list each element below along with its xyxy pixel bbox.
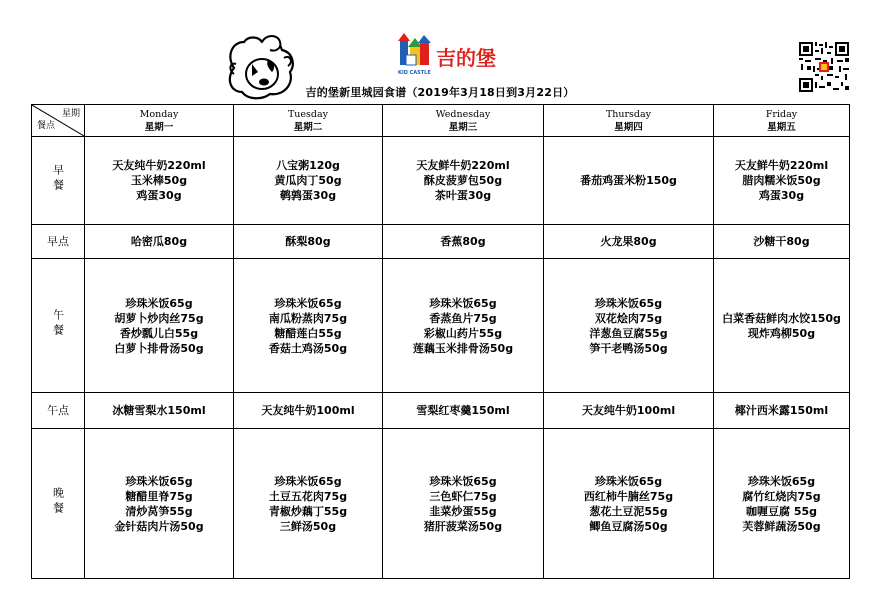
menu-item: 鹌鹑蛋30g — [279, 189, 337, 202]
meal-label-lunch — [32, 259, 85, 393]
menu-item: 鸡蛋30g — [136, 189, 182, 202]
meal-label-afternoon-snack: 午点 — [32, 393, 85, 429]
menu-item: 黄瓜肉丁50g — [274, 174, 342, 187]
menu-cell — [234, 137, 383, 225]
menu-item: 冰糖雪梨水150ml — [112, 404, 206, 417]
menu-item: 天友鲜牛奶220ml — [734, 159, 829, 172]
menu-item: 番茄鸡蛋米粉150g — [580, 174, 677, 187]
menu-item: 珍珠米饭65g — [125, 474, 193, 488]
meal-label-breakfast — [32, 137, 85, 225]
menu-item: 雪梨红枣羹150ml — [416, 404, 510, 417]
meal-label-dinner — [32, 429, 85, 579]
castle-icon — [392, 33, 504, 83]
menu-cell — [383, 393, 544, 429]
menu-item: 金针菇肉片汤50g — [114, 519, 204, 533]
menu-item: 香炒瓢儿白55g — [119, 326, 199, 340]
menu-item: 清炒莴笋55g — [125, 504, 193, 518]
menu-item: 沙糖干80g — [753, 235, 810, 248]
menu-item: 香菇土鸡汤50g — [268, 341, 348, 355]
meal-row-breakfast — [32, 137, 850, 225]
menu-cell — [544, 225, 714, 259]
day-header-wednesday: Wednesday 星期三 — [383, 105, 544, 137]
menu-cell — [714, 225, 850, 259]
menu-item: 洋葱鱼豆腐55g — [589, 326, 668, 340]
corner-day-label: 星期 — [61, 109, 80, 119]
menu-cell — [85, 429, 234, 579]
menu-cell — [544, 429, 714, 579]
menu-item: 葱花土豆泥55g — [589, 504, 668, 518]
corner-meal-label: 餐点 — [37, 121, 56, 131]
menu-item: 腊肉糯米饭50g — [742, 174, 821, 187]
page-title: 吉的堡新里城园食谱（2019年3月18日到3月22日） — [305, 86, 575, 99]
meal-label-text: 午餐 — [51, 308, 65, 339]
meal-row-lunch — [32, 259, 850, 393]
meal-label-text: 晚餐 — [51, 486, 65, 517]
menu-item: 八宝粥120g — [276, 159, 340, 172]
menu-item: 珍珠米饭65g — [429, 296, 497, 310]
menu-item: 玉米棒50g — [130, 174, 188, 187]
menu-cell — [714, 137, 850, 225]
meal-label-morning-snack: 早点 — [32, 225, 85, 259]
corner-cell — [32, 105, 85, 137]
menu-item: 三色虾仁75g — [429, 489, 497, 503]
menu-cell — [234, 225, 383, 259]
brand-logo — [392, 33, 504, 83]
menu-cell — [383, 259, 544, 393]
menu-item: 三鲜汤50g — [279, 519, 337, 533]
menu-item: 彩椒山药片55g — [423, 326, 503, 340]
menu-item: 哈密瓜80g — [130, 235, 188, 248]
meal-row-dinner — [32, 429, 850, 579]
menu-item: 青椒炒藕丁55g — [268, 504, 348, 518]
menu-cell — [544, 137, 714, 225]
menu-item: 珍珠米饭65g — [274, 474, 342, 488]
menu-item: 胡萝卜炒肉丝75g — [114, 311, 204, 325]
menu-item: 珍珠米饭65g — [594, 474, 663, 488]
menu-cell — [714, 393, 850, 429]
menu-item: 笋干老鸭汤50g — [589, 341, 668, 355]
meal-label-text: 早餐 — [51, 163, 65, 194]
meal-row-afternoon-snack — [32, 393, 850, 429]
menu-cell — [383, 225, 544, 259]
day-header-thursday: Thursday 星期四 — [544, 105, 714, 137]
menu-item: 猪肝菠菜汤50g — [423, 519, 503, 533]
menu-cell — [85, 259, 234, 393]
menu-item: 芙蓉鲜蔬汤50g — [742, 519, 821, 533]
menu-item: 白萝卜排骨汤50g — [114, 341, 204, 355]
menu-item: 天友鲜牛奶220ml — [416, 159, 510, 172]
menu-item: 香蒸鱼片75g — [429, 311, 497, 325]
menu-cell — [544, 259, 714, 393]
menu-item: 珍珠米饭65g — [429, 474, 497, 488]
menu-cell — [714, 429, 850, 579]
menu-item: 土豆五花肉75g — [268, 489, 348, 503]
svg-text:KID CASTLE: KID CASTLE — [398, 70, 431, 76]
menu-item: 腐竹红烧肉75g — [742, 489, 821, 503]
menu-item: 天友纯牛奶100ml — [581, 404, 676, 417]
menu-item: 白菜香菇鲜肉水饺150g — [722, 311, 841, 325]
menu-cell — [85, 225, 234, 259]
menu-item: 椰汁西米露150ml — [734, 404, 829, 417]
menu-table — [31, 104, 850, 579]
menu-cell — [714, 259, 850, 393]
menu-item: 西红柿牛腩丝75g — [583, 489, 674, 503]
menu-item: 韭菜炒蛋55g — [429, 504, 497, 518]
menu-item: 珍珠米饭65g — [274, 296, 342, 310]
menu-item: 香蕉80g — [440, 235, 486, 248]
menu-cell — [234, 393, 383, 429]
menu-cell — [85, 393, 234, 429]
svg-text:吉的堡: 吉的堡 — [436, 46, 496, 70]
menu-cell — [383, 429, 544, 579]
day-header-friday: Friday 星期五 — [714, 105, 850, 137]
menu-item: 双花烩肉75g — [594, 311, 663, 325]
meal-row-morning-snack — [32, 225, 850, 259]
menu-cell — [85, 137, 234, 225]
menu-item: 南瓜粉蒸肉75g — [268, 311, 348, 325]
day-header-monday: Monday 星期一 — [85, 105, 234, 137]
menu-item: 天友纯牛奶100ml — [261, 404, 355, 417]
menu-item: 鲫鱼豆腐汤50g — [589, 519, 668, 533]
menu-item: 现炸鸡柳50g — [747, 326, 816, 340]
menu-item: 酥梨80g — [285, 235, 331, 248]
header-row — [32, 105, 850, 137]
day-header-tuesday: Tuesday 星期二 — [234, 105, 383, 137]
menu-item: 珍珠米饭65g — [125, 296, 193, 310]
menu-cell — [234, 259, 383, 393]
menu-item: 糖醋里脊75g — [125, 489, 193, 503]
menu-cell — [544, 393, 714, 429]
menu-item: 糖醋莲白55g — [274, 326, 342, 340]
menu-item: 莲藕玉米排骨汤50g — [412, 341, 514, 355]
menu-item: 鸡蛋30g — [758, 189, 805, 202]
menu-cell — [383, 137, 544, 225]
menu-item: 茶叶蛋30g — [434, 189, 492, 202]
menu-item: 咖喱豆腐 55g — [745, 504, 817, 518]
menu-cell — [234, 429, 383, 579]
menu-item: 火龙果80g — [600, 235, 657, 248]
menu-item: 酥皮菠萝包50g — [423, 174, 503, 187]
menu-item: 珍珠米饭65g — [594, 296, 663, 310]
menu-item: 珍珠米饭65g — [747, 474, 816, 488]
menu-item: 天友纯牛奶220ml — [112, 159, 206, 172]
